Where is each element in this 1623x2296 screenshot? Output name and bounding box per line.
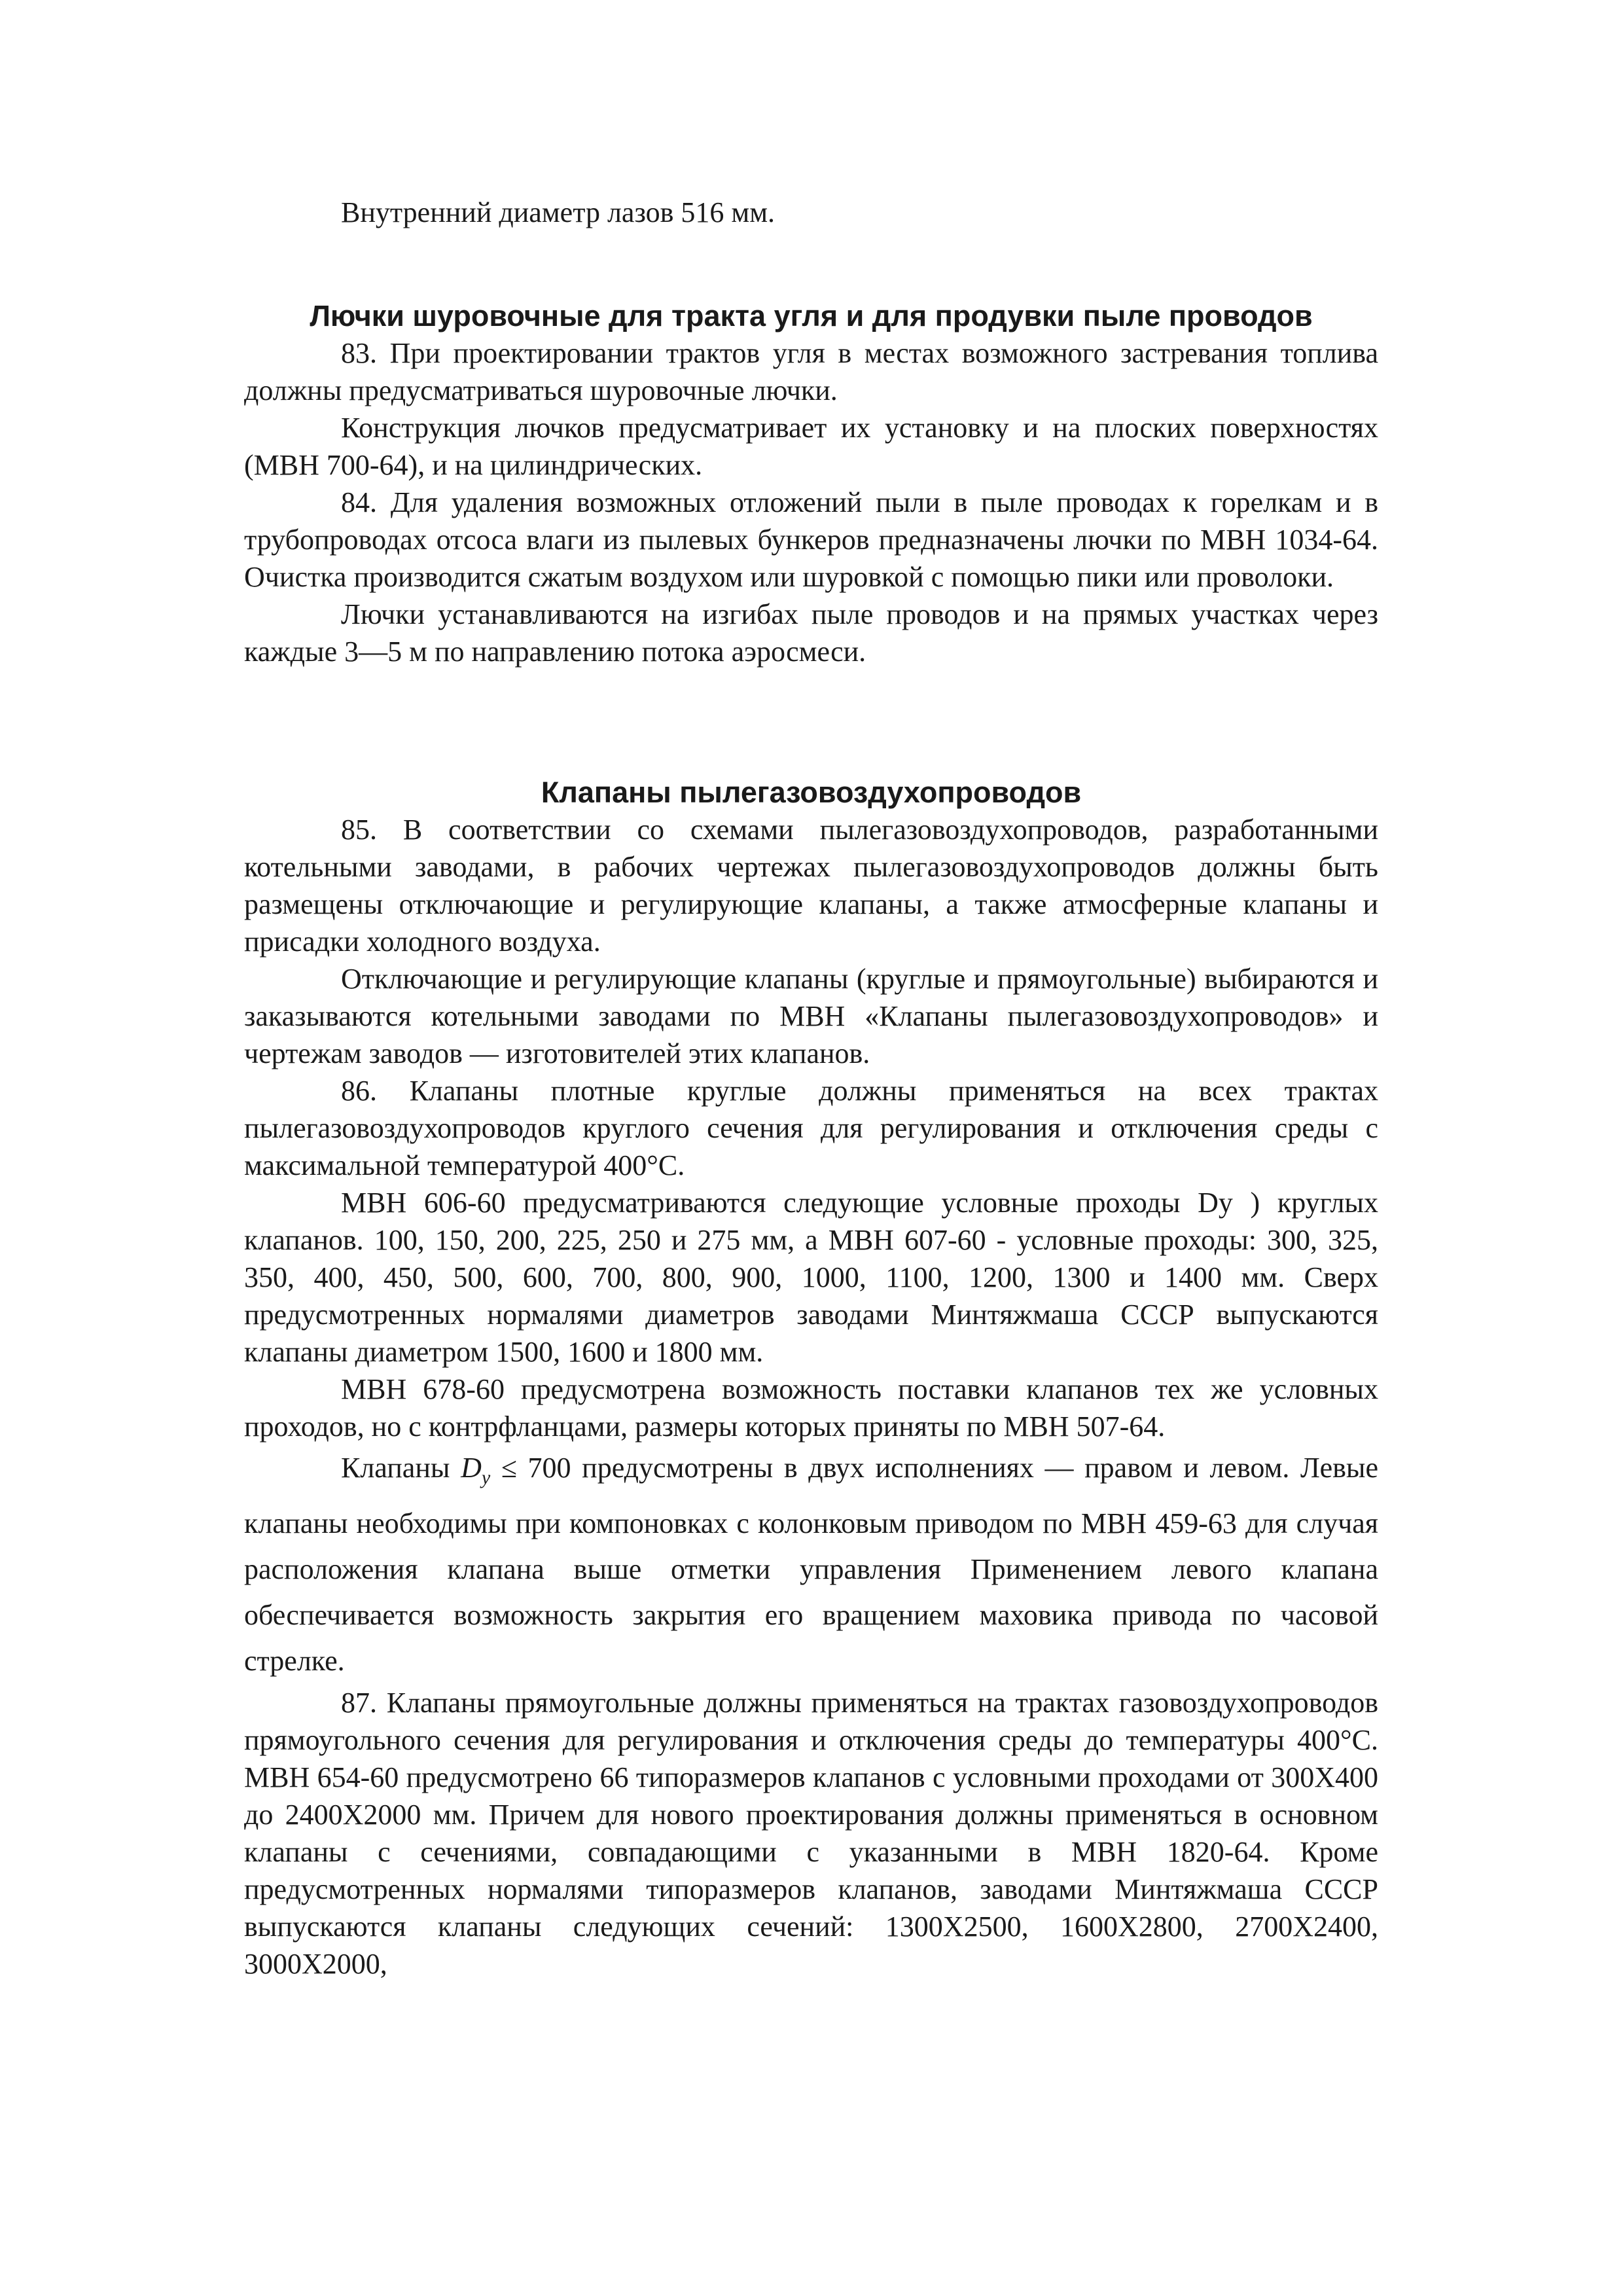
paragraph-design-lyuchki: Конструкция лючков предусматривает их установку и на плоских поверхностях (МВН 700-64), и на цилиндрических. [244, 412, 1378, 481]
paragraph-valve-selection: Отключающие и регулирующие клапаны (круглые и прямоугольные) выбираются и заказываются котельными заводами по МВН «Клапаны пылегазовоздухопроводов» и чертежам заводов — изготовителей этих клапанов. [244, 963, 1378, 1069]
formula-lead-text: Клапаны [341, 1452, 461, 1484]
formula-subscript: y [481, 1467, 491, 1488]
section-heading-klapany: Клапаны пылегазовоздухопроводов [541, 776, 1082, 809]
intro-paragraph: Внутренний диаметр лазов 516 мм. [341, 196, 776, 228]
paragraph-84: 84. Для удаления возможных отложений пыли в пыле проводах к горелкам и в трубопроводах отсоса влаги из пылевых бункеров предназначены лючки по МВН 1034-64. Очистка производится сжатым воздухом или шуровкой с помощью пики или проволоки. [244, 486, 1378, 593]
paragraph-mvn-606: МВН 606-60 предусматриваются следующие условные проходы Dу ) круглых клапанов. 100, 150, 200, 225, 250 и 275 мм, а МВН 607-60 - условные проходы: 300, 325, 350, 400, 450, 500, 600, 700, 800, 900, 1000, 1100, 1200, 1300 и 1400 мм. Сверх предусмотренных нормалями диаметров заводами Минтяжмаша СССР выпускаются клапаны диаметром 1500, 1600 и 1800 мм. [244, 1187, 1378, 1368]
paragraph-87: 87. Клапаны прямоугольные должны применяться на трактах газовоздухопроводов прямоугольного сечения для регулирования и отключения среды до температуры 400°С. МВН 654-60 предусмотрено 66 типоразмеров клапанов с условными проходами от 300Х400 до 2400Х2000 мм. Причем для нового проектирования должны применяться в основном клапаны с сечениями, совпадающими с указанными в МВН 1820-64. Кроме предусмотренных нормалями типоразмеров клапанов, заводами Минтяжмаша СССР выпускаются клапаны следующих сечений: 1300Х2500, 1600Х2800, 2700Х2400, 3000Х2000, [244, 1687, 1378, 1980]
paragraph-86: 86. Клапаны плотные круглые должны применяться на всех трактах пылегазовоздухопроводов круглого сечения для регулирования и отключения среды с максимальной температурой 400°С. [244, 1075, 1378, 1181]
document-body [244, 194, 1378, 1982]
formula-trailing-text: предусмотрены в двух исполнениях — правом и левом. Левые клапаны необходимы при компоновках с колонковым приводом по МВН 459-63 для случая расположения клапана выше отметки управления Применением левого клапана обеспечивается возможность закрытия его вращением маховика привода по часовой стрелке. [244, 1452, 1378, 1677]
paragraph-formula-dy [244, 1445, 1378, 1684]
formula-relation: ≤ 700 [490, 1452, 582, 1484]
paragraph-mvn-678: МВН 678-60 предусмотрена возможность поставки клапанов тех же условных проходов, но с контрфланцами, размеры которых приняты по МВН 507-64. [244, 1373, 1378, 1443]
formula-dy [461, 1452, 491, 1488]
section-heading-shurovochnye-lyuchki: Лючки шуровочные для тракта угля и для продувки пыле проводов [310, 299, 1313, 332]
paragraph-85: 85. В соответствии со схемами пылегазовоздухопроводов, разработанными котельными заводами, в рабочих чертежах пылегазовоздухопроводов должны быть размещены отключающие и регулирующие клапаны, а также атмосферные клапаны и присадки холодного воздуха. [244, 814, 1378, 958]
paragraph-installation: Лючки устанавливаются на изгибах пыле проводов и на прямых участках через каждые 3—5 м по направлению потока аэросмеси. [244, 598, 1378, 668]
formula-symbol: D [461, 1452, 482, 1484]
paragraph-83: 83. При проектировании трактов угля в местах возможного застревания топлива должны предусматриваться шуровочные лючки. [244, 337, 1378, 406]
